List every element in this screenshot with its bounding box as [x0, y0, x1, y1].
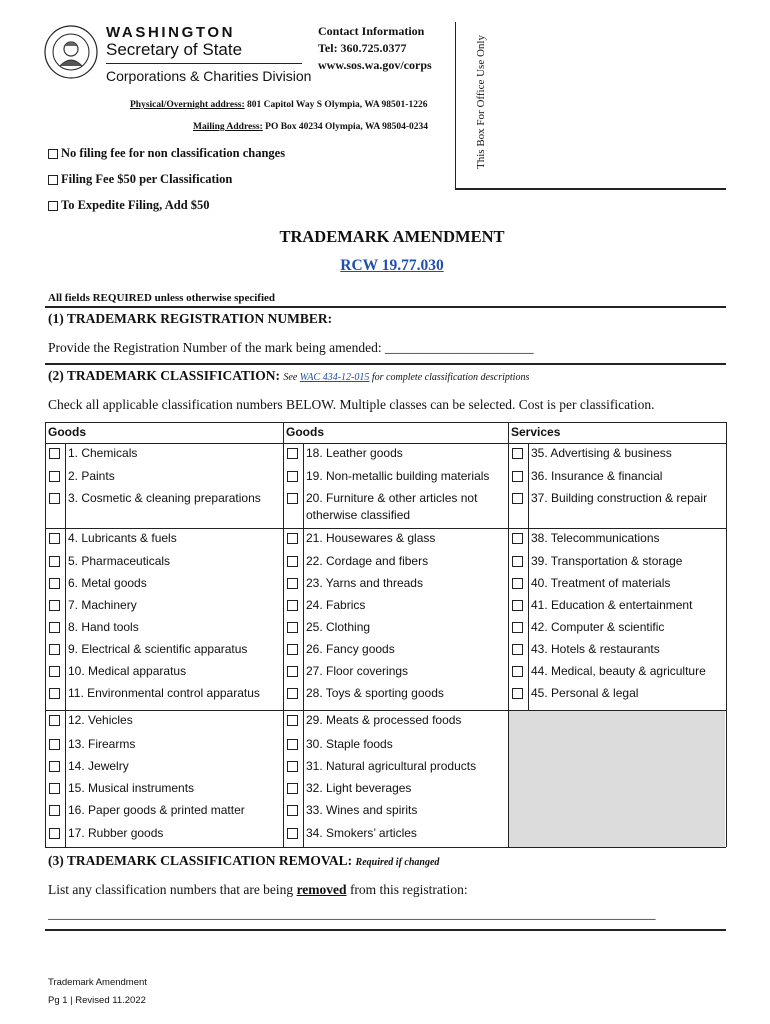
class-label: 5. Pharmaceuticals	[68, 554, 171, 568]
contact-title: Contact Information	[318, 24, 425, 38]
office-use-box	[455, 22, 726, 190]
contact-website: www.sos.wa.gov/corps	[318, 58, 432, 72]
fee-option-label: Filing Fee $50 per Classification	[61, 172, 233, 186]
class-checkbox[interactable]	[49, 556, 60, 567]
class-label: 24. Fabrics	[306, 598, 366, 612]
wac-link[interactable]: WAC 434-12-015	[299, 372, 370, 383]
class-checkbox[interactable]	[49, 828, 60, 839]
column-header-goods-2: Goods	[286, 425, 324, 439]
class-label: 1. Chemicals	[68, 446, 138, 460]
class-checkbox[interactable]	[49, 666, 60, 677]
table-rule	[726, 422, 727, 847]
removal-prompt	[48, 882, 468, 898]
class-checkbox[interactable]	[287, 493, 298, 504]
removal-prompt-post: from this registration:	[346, 882, 468, 897]
fee-option-no-fee[interactable]	[48, 146, 285, 161]
empty-shaded-area	[509, 711, 725, 847]
fee-option-per-class[interactable]	[48, 172, 232, 187]
table-rule	[508, 710, 726, 711]
section-divider	[45, 363, 726, 365]
org-title: Secretary of State	[106, 40, 243, 59]
fee-option-label: No filing fee for non classification changes	[61, 146, 286, 160]
class-label: 11. Environmental control apparatus	[68, 686, 260, 700]
class-checkbox[interactable]	[49, 783, 60, 794]
class-label: 17. Rubber goods	[68, 826, 164, 840]
class-label: 32. Light beverages	[306, 781, 412, 795]
class-label: 18. Leather goods	[306, 446, 403, 460]
class-checkbox[interactable]	[512, 644, 523, 655]
class-checkbox[interactable]	[287, 805, 298, 816]
class-label: 28. Toys & sporting goods	[306, 686, 444, 700]
removal-prompt-pre: List any classification numbers that are being	[48, 882, 297, 897]
class-checkbox[interactable]	[512, 600, 523, 611]
class-checkbox[interactable]	[49, 739, 60, 750]
column-header-goods-1: Goods	[48, 425, 86, 439]
class-label: 39. Transportation & storage	[531, 554, 683, 568]
section3-heading	[48, 853, 439, 869]
class-checkbox[interactable]	[49, 622, 60, 633]
class-checkbox[interactable]	[287, 783, 298, 794]
table-rule	[508, 422, 509, 847]
class-checkbox[interactable]	[512, 556, 523, 567]
section-divider	[45, 306, 726, 308]
class-label: 23. Yarns and threads	[306, 576, 423, 590]
class-checkbox[interactable]	[287, 471, 298, 482]
class-label: 8. Hand tools	[68, 620, 139, 634]
table-rule	[65, 443, 66, 847]
class-checkbox[interactable]	[512, 448, 523, 459]
class-label: 35. Advertising & business	[531, 446, 672, 460]
class-label: 25. Clothing	[306, 620, 371, 634]
class-label: 45. Personal & legal	[531, 686, 639, 700]
class-label: 3. Cosmetic & cleaning preparations	[68, 491, 261, 505]
table-rule	[303, 443, 304, 847]
note-see: See	[283, 372, 298, 383]
class-checkbox[interactable]	[49, 761, 60, 772]
class-checkbox[interactable]	[512, 666, 523, 677]
class-checkbox[interactable]	[512, 493, 523, 504]
classification-note	[283, 372, 529, 383]
class-label: 16. Paper goods & printed matter	[68, 803, 245, 817]
class-checkbox[interactable]	[287, 600, 298, 611]
class-label: 30. Staple foods	[306, 737, 393, 751]
section1-heading: (1) TRADEMARK REGISTRATION NUMBER:	[48, 311, 333, 326]
registration-number-prompt[interactable]: Provide the Registration Number of the mark being amended: ______________________	[48, 340, 534, 355]
class-checkbox[interactable]	[287, 533, 298, 544]
office-use-label: This Box For Office Use Only	[475, 35, 487, 169]
removal-prompt-emphasis: removed	[296, 882, 347, 897]
class-label: 19. Non-metallic building materials	[306, 469, 490, 483]
class-checkbox[interactable]	[512, 533, 523, 544]
table-rule	[283, 422, 284, 847]
class-checkbox[interactable]	[287, 688, 298, 699]
org-name: WASHINGTON	[106, 24, 236, 41]
class-label: 36. Insurance & financial	[531, 469, 663, 483]
class-label: 2. Paints	[68, 469, 115, 483]
checkbox[interactable]	[48, 149, 58, 159]
mailing-address-value: PO Box 40234 Olympia, WA 98504-0234	[265, 122, 429, 132]
class-checkbox[interactable]	[512, 688, 523, 699]
class-checkbox[interactable]	[49, 688, 60, 699]
rcw-link[interactable]: RCW 19.77.030	[340, 257, 444, 274]
table-border	[45, 422, 726, 423]
class-label: 4. Lubricants & fuels	[68, 531, 177, 545]
table-border	[45, 847, 726, 848]
physical-address	[130, 100, 427, 110]
footer-page-info: Pg 1 | Revised 11.2022	[48, 995, 146, 1006]
physical-address-value: 801 Capitol Way S Olympia, WA 98501-1226	[247, 100, 428, 110]
class-checkbox[interactable]	[287, 761, 298, 772]
header-divider	[106, 63, 302, 64]
class-checkbox[interactable]	[512, 578, 523, 589]
fee-option-label: To Expedite Filing, Add $50	[61, 198, 210, 212]
section-divider	[45, 929, 726, 931]
state-seal-icon	[43, 24, 99, 80]
contact-info	[318, 23, 432, 74]
contact-tel: Tel: 360.725.0377	[318, 41, 407, 55]
mailing-address-label: Mailing Address:	[193, 122, 263, 132]
class-checkbox[interactable]	[49, 644, 60, 655]
classification-table	[45, 422, 726, 847]
table-rule	[45, 528, 508, 529]
class-checkbox[interactable]	[512, 471, 523, 482]
class-label: 29. Meats & processed foods	[306, 713, 462, 727]
class-label: 21. Housewares & glass	[306, 531, 436, 545]
section2-heading	[48, 368, 529, 384]
table-rule	[528, 443, 529, 710]
removal-input-line[interactable]: __________________________________________________________________________________________	[48, 906, 656, 921]
table-rule	[508, 528, 726, 529]
class-label: 22. Cordage and fibers	[306, 554, 429, 568]
division-name: Corporations & Charities Division	[106, 68, 312, 84]
class-checkbox[interactable]	[49, 448, 60, 459]
fee-option-expedite[interactable]	[48, 198, 210, 213]
checkbox[interactable]	[48, 175, 58, 185]
class-label: 6. Metal goods	[68, 576, 147, 590]
physical-address-label: Physical/Overnight address:	[130, 100, 245, 110]
class-label: 44. Medical, beauty & agriculture	[531, 664, 706, 678]
class-label: 12. Vehicles	[68, 713, 133, 727]
class-checkbox[interactable]	[512, 622, 523, 633]
class-label: 37. Building construction & repair	[531, 491, 708, 505]
class-label: 40. Treatment of materials	[531, 576, 671, 590]
class-label: 31. Natural agricultural products	[306, 759, 477, 773]
class-checkbox[interactable]	[49, 715, 60, 726]
class-label: 26. Fancy goods	[306, 642, 395, 656]
class-checkbox[interactable]	[287, 622, 298, 633]
class-checkbox[interactable]	[287, 448, 298, 459]
class-checkbox[interactable]	[49, 805, 60, 816]
class-checkbox[interactable]	[287, 666, 298, 677]
class-label: 42. Computer & scientific	[531, 620, 665, 634]
class-checkbox[interactable]	[49, 493, 60, 504]
class-label: 9. Electrical & scientific apparatus	[68, 642, 248, 656]
class-checkbox[interactable]	[49, 533, 60, 544]
class-label: 38. Telecommunications	[531, 531, 660, 545]
form-title: TRADEMARK AMENDMENT	[279, 227, 505, 246]
class-checkbox[interactable]	[287, 578, 298, 589]
class-checkbox[interactable]	[287, 556, 298, 567]
class-checkbox[interactable]	[49, 471, 60, 482]
class-label: 41. Education & entertainment	[531, 598, 693, 612]
table-rule	[45, 443, 726, 444]
class-checkbox[interactable]	[287, 739, 298, 750]
class-label: 14. Jewelry	[68, 759, 129, 773]
checkbox[interactable]	[48, 201, 58, 211]
section3-heading-text: (3) TRADEMARK CLASSIFICATION REMOVAL:	[48, 853, 353, 868]
class-label: 7. Machinery	[68, 598, 137, 612]
class-label: 27. Floor coverings	[306, 664, 409, 678]
section3-note: Required if changed	[355, 857, 440, 868]
class-checkbox[interactable]	[287, 644, 298, 655]
class-checkbox[interactable]	[287, 715, 298, 726]
class-label: 43. Hotels & restaurants	[531, 642, 660, 656]
class-label: 15. Musical instruments	[68, 781, 195, 795]
required-note: All fields REQUIRED unless otherwise specified	[48, 292, 276, 304]
class-label: 33. Wines and spirits	[306, 803, 418, 817]
table-rule	[45, 710, 508, 711]
note-rest: for complete classification descriptions	[371, 372, 530, 383]
class-checkbox[interactable]	[287, 828, 298, 839]
column-header-services: Services	[511, 425, 561, 439]
class-label: 13. Firearms	[68, 737, 136, 751]
class-label: 10. Medical apparatus	[68, 664, 187, 678]
class-checkbox[interactable]	[49, 600, 60, 611]
mailing-address	[193, 122, 428, 132]
class-label: 34. Smokers’ articles	[306, 826, 417, 840]
section2-heading-text: (2) TRADEMARK CLASSIFICATION:	[48, 368, 281, 383]
class-checkbox[interactable]	[49, 578, 60, 589]
table-rule	[45, 422, 46, 847]
footer-doc-name: Trademark Amendment	[48, 977, 147, 988]
classification-instructions: Check all applicable classification numbers BELOW. Multiple classes can be selected. Cost is per classification.	[48, 397, 655, 412]
class-label: 20. Furniture & other articles not otherwise classified	[306, 491, 478, 522]
